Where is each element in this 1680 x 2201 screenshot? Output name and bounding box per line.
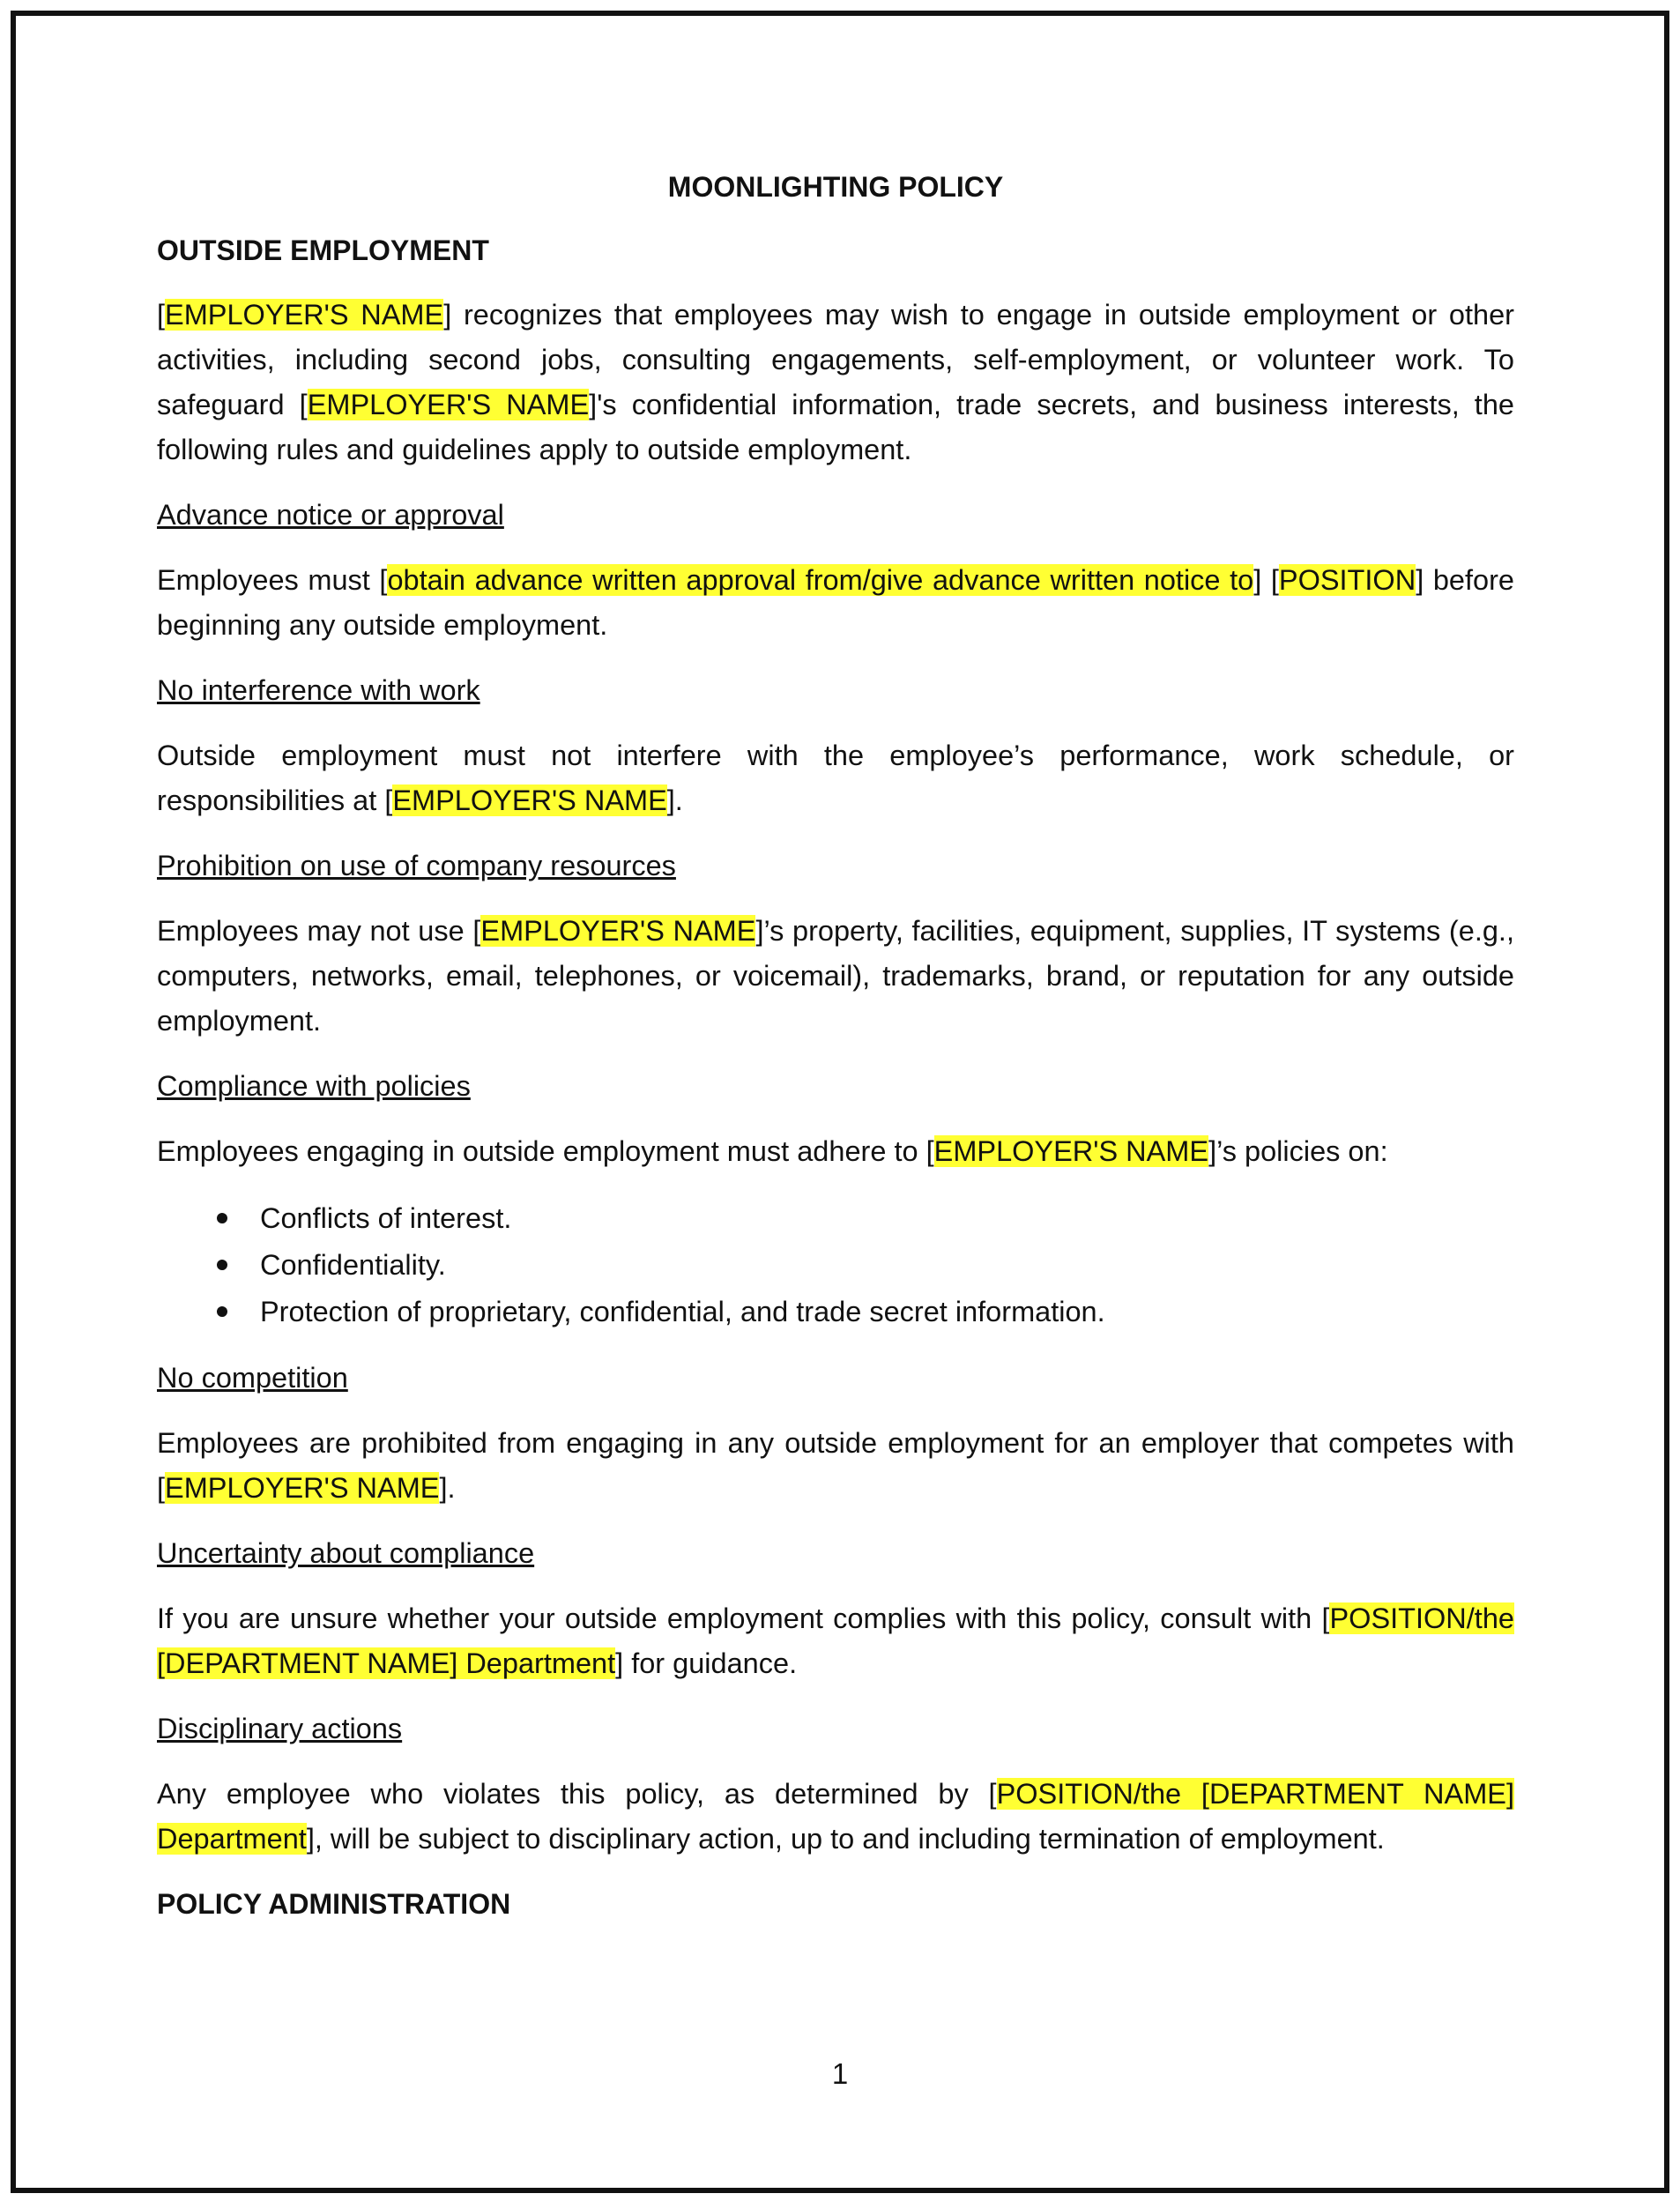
- placeholder-employer-name: EMPLOYER'S NAME: [165, 299, 444, 331]
- list-item: [157, 1242, 1514, 1289]
- subheading-no-competition: No competition: [157, 1362, 348, 1394]
- subheading-compliance: Compliance with policies: [157, 1070, 471, 1102]
- section-heading-policy-administration: POLICY ADMINISTRATION: [157, 1888, 511, 1920]
- text-run: ] [: [1253, 564, 1279, 596]
- placeholder-position-department: POSITION/the [DEPARTMENT NAME] Department: [157, 1778, 1514, 1855]
- bullet-icon: [217, 1306, 227, 1317]
- text-run: Employees must [: [157, 564, 388, 596]
- text-run: ]’s policies on:: [1208, 1135, 1388, 1167]
- disciplinary-paragraph: [157, 1772, 1514, 1862]
- subheading-company-resources: Prohibition on use of company resources: [157, 850, 676, 881]
- subheading-disciplinary: Disciplinary actions: [157, 1713, 403, 1744]
- text-run: ], will be subject to disciplinary action, up to and including termination of employment.: [306, 1823, 1385, 1855]
- compliance-paragraph: [157, 1129, 1514, 1174]
- no-competition-paragraph: [157, 1421, 1514, 1511]
- text-run: ] for guidance.: [615, 1647, 798, 1679]
- page-number: 1: [831, 2057, 849, 2090]
- text-run: If you are unsure whether your outside employment complies with this policy, consult with [: [157, 1602, 1330, 1634]
- text-run: ].: [666, 784, 683, 816]
- text-run: Employees may not use [: [157, 915, 481, 947]
- no-interference-paragraph: [157, 733, 1514, 823]
- text-run: ] before beginning any outside employment.: [157, 564, 1514, 641]
- section-heading-outside-employment: OUTSIDE EMPLOYMENT: [157, 234, 489, 266]
- bullet-icon: [217, 1260, 227, 1270]
- bullet-icon: [217, 1213, 227, 1223]
- placeholder-position: POSITION: [1278, 564, 1416, 596]
- compliance-bullet-list: [157, 1195, 1514, 1335]
- subheading-no-interference: No interference with work: [157, 674, 480, 706]
- placeholder-position-department: POSITION/the [DEPARTMENT NAME] Department: [157, 1602, 1514, 1679]
- subheading-advance-notice: Advance notice or approval: [157, 499, 504, 531]
- placeholder-employer-name: EMPLOYER'S NAME: [392, 784, 667, 816]
- text-run: ]'s confidential information, trade secrets, and business interests, the following rules and guidelines apply to outside employment.: [157, 389, 1514, 465]
- advance-notice-paragraph: [157, 558, 1514, 648]
- text-run: [: [157, 299, 166, 331]
- placeholder-employer-name: EMPLOYER'S NAME: [933, 1135, 1209, 1167]
- placeholder-employer-name: EMPLOYER'S NAME: [480, 915, 756, 947]
- text-run: Employees engaging in outside employment must adhere to [: [157, 1135, 934, 1167]
- subheading-uncertainty: Uncertainty about compliance: [157, 1537, 535, 1569]
- text-run: ]’s property, facilities, equipment, supplies, IT systems (e.g., computers, networks, email, telephones, or voicemail), trademarks, brand, or reputation for any outside employment.: [157, 915, 1514, 1037]
- company-resources-paragraph: [157, 909, 1514, 1044]
- text-run: ] recognizes that employees may wish to engage in outside employment or other activities, including second jobs, consulting engagements, self-employment, or volunteer work. To safeguard [: [157, 299, 1514, 420]
- uncertainty-paragraph: [157, 1596, 1514, 1686]
- placeholder-employer-name: EMPLOYER'S NAME: [307, 389, 590, 420]
- document-body: [157, 167, 1514, 1946]
- list-item: [157, 1195, 1514, 1242]
- list-item-text: Protection of proprietary, confidential, and trade secret information.: [260, 1296, 1105, 1327]
- list-item-text: Confidentiality.: [260, 1249, 446, 1281]
- text-run: Any employee who violates this policy, as determined by [: [157, 1778, 997, 1810]
- text-run: Outside employment must not interfere with the employee’s performance, work schedule, or responsibilities at [: [157, 740, 1514, 816]
- list-item: [157, 1289, 1514, 1335]
- text-run: Employees are prohibited from engaging in any outside employment for an employer that competes with [: [157, 1427, 1514, 1504]
- text-run: ].: [439, 1472, 456, 1504]
- intro-paragraph: [157, 293, 1514, 472]
- placeholder-approval-or-notice: obtain advance written approval from/give advance written notice to: [387, 564, 1254, 596]
- placeholder-employer-name: EMPLOYER'S NAME: [165, 1472, 440, 1504]
- list-item-text: Conflicts of interest.: [260, 1202, 512, 1234]
- document-title: MOONLIGHTING POLICY: [667, 171, 1004, 203]
